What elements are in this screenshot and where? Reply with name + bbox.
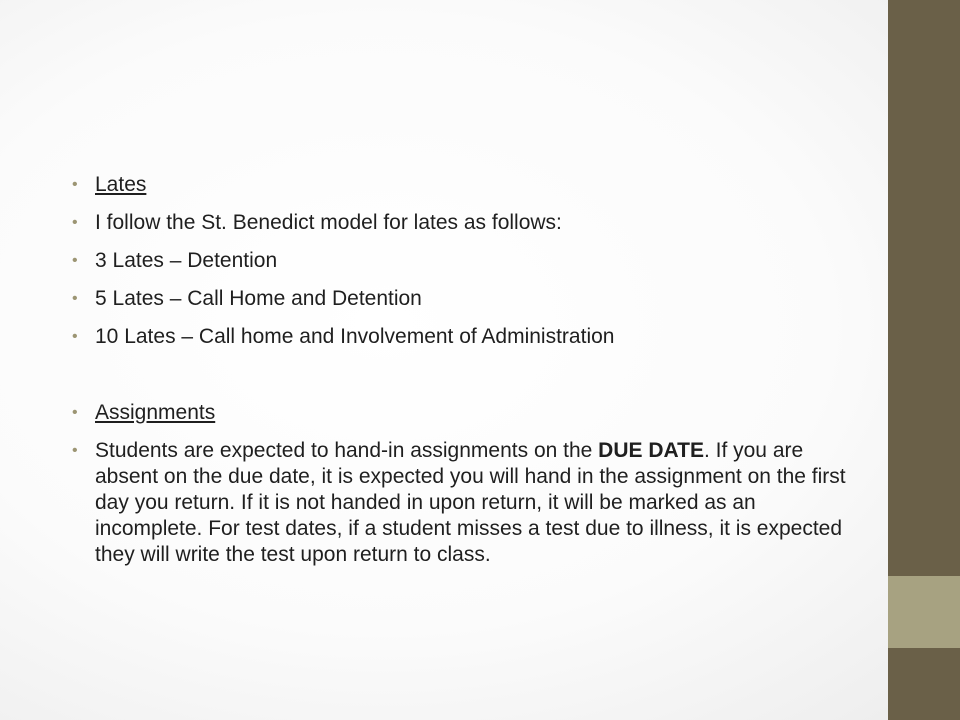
assignments-text-part2: . If you are absent on the due date, it is expected you will hand in the assignment on the first day you return. If it is not handed in upon return, it will be marked as an incomplete. For test dates, if a student misses a test due to illness, it is expected they will write the test upon return to class. [95, 439, 846, 566]
list-item-10-lates [70, 324, 850, 350]
bullet-icon: • [72, 290, 78, 307]
lates-model-text: I follow the St. Benedict model for lates as follows: [95, 211, 562, 234]
due-date-emphasis: DUE DATE [598, 439, 704, 462]
bullet-icon: • [72, 176, 78, 193]
bullet-list [70, 172, 850, 580]
list-item-assignments-heading [70, 400, 850, 426]
list-item-lates-model [70, 210, 850, 236]
lates-rule-10: 10 Lates – Call home and Involvement of Administration [95, 325, 615, 348]
bullet-icon: • [72, 214, 78, 231]
list-item-5-lates [70, 286, 850, 312]
assignments-heading: Assignments [95, 401, 216, 424]
list-item-assignments-policy [70, 438, 850, 568]
bullet-icon: • [72, 252, 78, 269]
lates-rule-3: 3 Lates – Detention [95, 249, 278, 272]
assignments-policy-text [95, 439, 846, 566]
assignments-text-part1: Students are expected to hand-in assignments on the [95, 439, 599, 462]
bullet-icon: • [72, 442, 78, 459]
list-item-3-lates [70, 248, 850, 274]
bullet-icon: • [72, 404, 78, 421]
list-item-lates-heading [70, 172, 850, 198]
list-spacer [70, 362, 850, 388]
decorative-sidebar-accent [888, 576, 960, 648]
bullet-icon: • [72, 328, 78, 345]
lates-heading: Lates [95, 173, 147, 196]
lates-rule-5: 5 Lates – Call Home and Detention [95, 287, 422, 310]
